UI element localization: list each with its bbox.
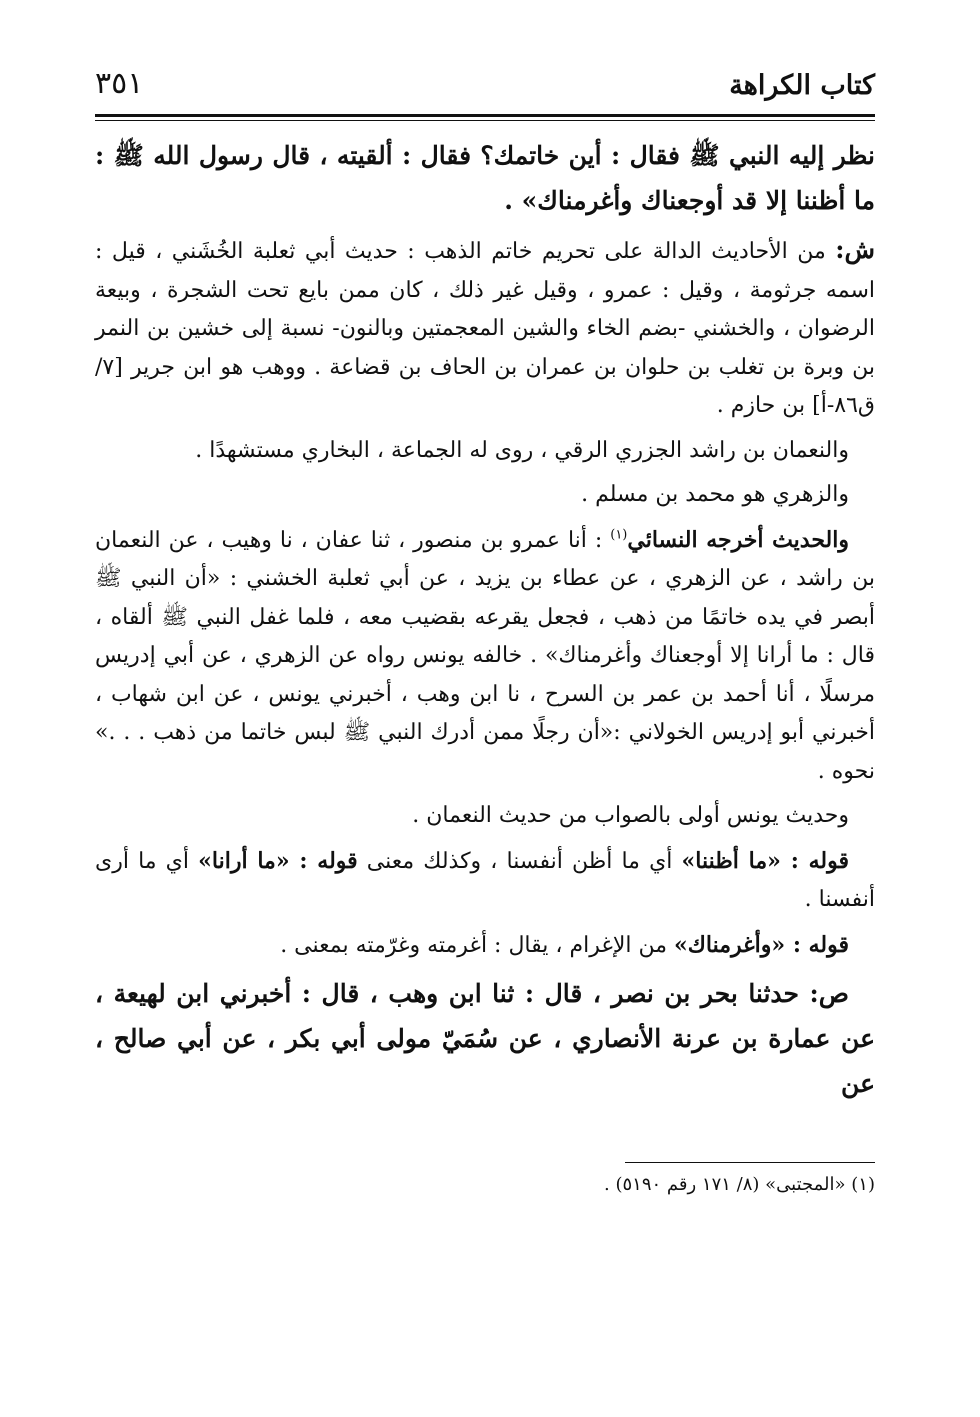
takhrij-paragraph [95,521,875,792]
commentary-paragraph [95,231,875,426]
explanation-lead-2: قوله : «ما أرانا» [198,847,358,874]
paragraph-text: وحديث يونس أولى بالصواب من حديث النعمان . [412,803,849,828]
takhrij-lead: والحديث أخرجه النسائي [627,526,849,553]
page-body [95,133,875,1106]
header-rule-thin [95,120,875,121]
paragraph-text: نظر إليه النبي ﷺ فقال : أين خاتمك؟ فقال : ألقيته ، قال رسول الله ﷺ : ما أظننا إلا قد أوجعناك وأغرمناك» . [95,141,875,215]
paragraph-text: ص: حدثنا بحر بن نصر ، قال : ثنا ابن وهب ، قال : أخبرني ابن لهيعة ، عن عمارة بن عرنة الأنصاري ، عن سُمَيّ مولى أبي بكر ، عن أبي صالح ، عن [95,979,875,1098]
commentary-marker: ش: [835,235,875,264]
paragraph-text: من الإغرام ، يقال : أغرمته وغرّمته بمعنى . [280,932,675,958]
header-rule-thick [95,114,875,117]
explanation-paragraph [95,926,875,966]
paragraph-text: أي ما أظن أنفسنا ، وكذلك معنى [357,848,682,874]
running-header [95,62,875,106]
paragraph-text: من الأحاديث الدالة على تحريم خاتم الذهب : حديث أبي ثعلبة الخُشَني ، قيل : اسمه جرثومة ، وقيل : عمرو ، وقيل غير ذلك ، كان ممن بايع تحت الشجرة ، وبيعة الرضوان ، والخشني -بضم الخاء والشين المعجمتين وبالنون- نسبة إلى خشين بن النمر بن وبرة بن تغلب بن حلوان بن عمران بن الحاف بن قضاعة . ووهب هو ابن جرير [٧/ ق٨٦-أ] بن حازم . [95,239,875,418]
explanation-lead: قوله : «وأغرمناك» [674,931,849,958]
conclusion-paragraph [95,797,875,836]
narrator-note-paragraph [95,476,875,515]
hadith-text-end [95,133,875,223]
footnote-ref: (١) [610,527,628,543]
book-page [95,62,875,1199]
paragraph-text-2: أي ما أرى أنفسنا . [95,848,875,912]
book-title: كتاب الكراهة [729,70,875,101]
paragraph-text: : أنا عمرو بن منصور ، ثنا عفان ، نا وهيب ، عن النعمان بن راشد ، عن الزهري ، عن عطاء بن يزيد ، عن أبي ثعلبة الخشني : «أن النبي ﷺ أبصر في يده خاتمًا من ذهب ، فجعل يقرعه بقضيب معه ، فلما غفل النبي ﷺ ألقاه ، قال : ما أرانا إلا أوجعناك وأغرمناك» . خالفه يونس رواه عن الزهري ، عن أبي إدريس مرسلًا ، أنا أحمد بن عمر بن السرح ، نا ابن وهب ، أخبرني يونس ، عن ابن شهاب ، أخبرني أبو إدريس الخولاني :«أن رجلًا ممن أدرك النبي ﷺ لبس خاتما من ذهب . . .» نحوه . [95,527,875,784]
explanation-paragraph [95,842,875,920]
paragraph-text: والزهري هو محمد بن مسلم . [581,482,849,507]
footnote: (١) «المجتبى» (٨/ ١٧١ رقم ٥١٩٠) . [604,1174,875,1195]
explanation-lead: قوله : «ما أظننا» [681,847,849,874]
footnote-separator [625,1162,875,1163]
paragraph-text: والنعمان بن راشد الجزري الرقي ، روى له الجماعة ، البخاري مستشهدًا . [195,437,849,463]
narrator-note-paragraph [95,432,875,471]
hadith-text-start [95,971,875,1106]
page-number: ٣٥١ [95,66,144,101]
